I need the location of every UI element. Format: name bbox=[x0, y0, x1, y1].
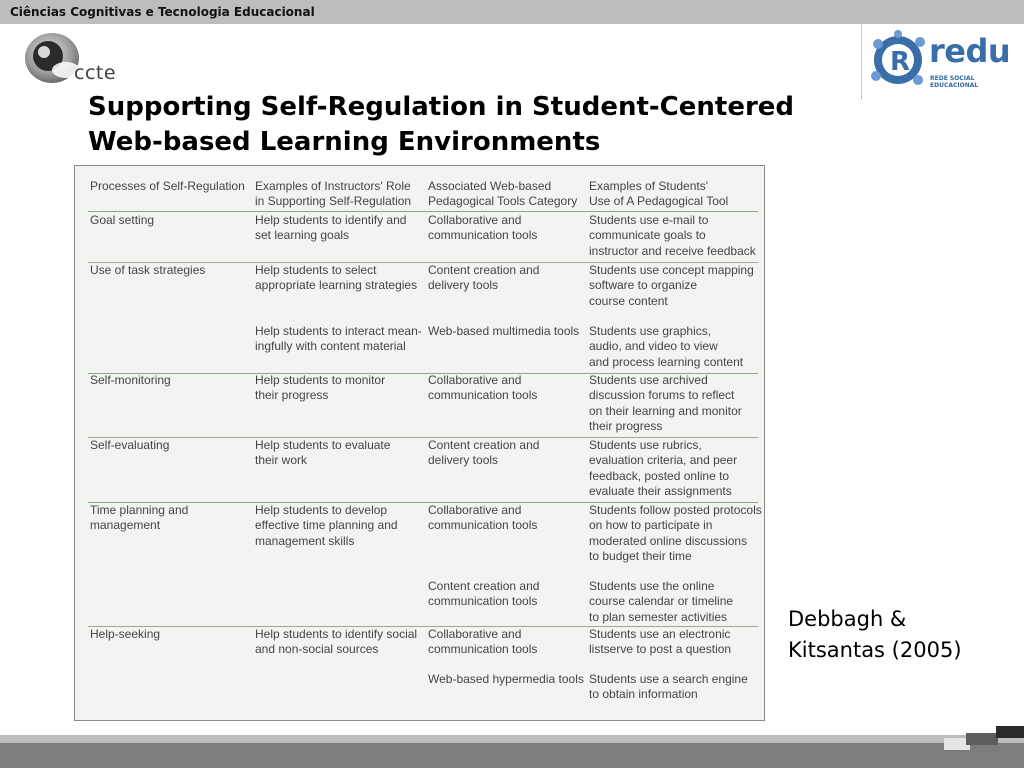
footer-band bbox=[0, 743, 1024, 768]
citation bbox=[788, 604, 962, 666]
slide-title-line: Web-based Learning Environments bbox=[88, 127, 601, 157]
table-cell-line: communication tools bbox=[428, 388, 538, 403]
table-cell-line: communication tools bbox=[428, 594, 538, 609]
table-cell-line: Students follow posted protocols bbox=[589, 503, 762, 517]
table-cell-line: Collaborative and bbox=[428, 373, 522, 387]
table-cell-line: their work bbox=[255, 453, 308, 468]
table-cell-line: Students use graphics, bbox=[589, 324, 712, 338]
table-cell-line: Self-evaluating bbox=[90, 438, 170, 452]
table-cell-line: communicate goals to bbox=[589, 228, 706, 243]
table-cell-line: Students use rubrics, bbox=[589, 438, 702, 452]
table-cell-line: Students use an electronic bbox=[589, 627, 731, 641]
table-cell-line: Web-based hypermedia tools bbox=[428, 672, 584, 686]
table-cell-line: Help students to evaluate bbox=[255, 438, 391, 452]
table-cell-line: and non-social sources bbox=[255, 642, 379, 657]
table-cell-line: Processes of Self-Regulation bbox=[90, 179, 245, 193]
table-cell-line: communication tools bbox=[428, 518, 538, 533]
footer-accent bbox=[966, 733, 998, 745]
table-row-divider bbox=[88, 211, 758, 212]
self-regulation-table bbox=[74, 165, 765, 721]
table-cell-line: software to organize bbox=[589, 278, 698, 293]
table-cell-line: Help students to identify social bbox=[255, 627, 418, 641]
table-cell-line: Examples of Instructors' Role bbox=[255, 179, 411, 193]
table-cell-line: Help students to monitor bbox=[255, 373, 386, 387]
table-cell-line: and process learning content bbox=[589, 354, 744, 369]
ccte-logo-text: ccte bbox=[74, 62, 117, 84]
table-cell-line: their progress bbox=[589, 418, 663, 433]
table-cell-line: listserve to post a question bbox=[589, 642, 732, 657]
table-cell-line: their progress bbox=[255, 388, 329, 403]
table-cell-line: Collaborative and bbox=[428, 213, 522, 227]
table-cell-line: to budget their time bbox=[589, 548, 692, 563]
table-cell-line: moderated online discussions bbox=[589, 533, 748, 548]
top-banner bbox=[0, 0, 1024, 24]
table-cell-line: delivery tools bbox=[428, 278, 499, 293]
table-cell-line: communication tools bbox=[428, 228, 538, 243]
table-cell-line: appropriate learning strategies bbox=[255, 278, 418, 293]
table-cell-line: course calendar or timeline bbox=[589, 594, 734, 609]
header-divider bbox=[861, 24, 862, 100]
table-cell-line: management skills bbox=[255, 533, 355, 548]
citation-line: Kitsantas (2005) bbox=[788, 638, 962, 662]
course-title: Ciências Cognitivas e Tecnologia Educacional bbox=[10, 5, 315, 19]
table-cell-line: effective time planning and bbox=[255, 518, 398, 533]
table-cell-line: Students use e-mail to bbox=[589, 213, 709, 227]
table-cell-line: Help students to identify and bbox=[255, 213, 407, 227]
table-cell-line: Students use the online bbox=[589, 579, 715, 593]
table-cell-line: evaluation criteria, and peer bbox=[589, 453, 738, 468]
table-cell-line: Examples of Students' bbox=[589, 179, 709, 193]
table-cell-line: Pedagogical Tools Category bbox=[428, 194, 578, 209]
footer-accent bbox=[996, 726, 1024, 738]
table-cell-line: Help-seeking bbox=[90, 627, 161, 641]
redu-logo-subtitle: REDE SOCIAL EDUCACIONAL bbox=[930, 75, 979, 89]
table-cell-line: Help students to select bbox=[255, 263, 377, 277]
table-cell-line: Collaborative and bbox=[428, 503, 522, 517]
table-cell-line: audio, and video to view bbox=[589, 339, 718, 354]
table-cell-line: management bbox=[90, 518, 161, 533]
table-cell-line: on how to participate in bbox=[589, 518, 713, 533]
table-cell-line: Goal setting bbox=[90, 213, 155, 227]
table-cell-line: Self-monitoring bbox=[90, 373, 171, 387]
table-cell-line: Students use concept mapping bbox=[589, 263, 754, 277]
table-cell-line: Help students to interact mean- bbox=[255, 324, 422, 338]
table-cell-line: in Supporting Self-Regulation bbox=[255, 194, 412, 209]
table-cell-line: evaluate their assignments bbox=[589, 483, 732, 498]
table-cell-line: Associated Web-based bbox=[428, 179, 552, 193]
table-cell-line: Content creation and bbox=[428, 579, 540, 593]
slide-title bbox=[88, 90, 868, 160]
table-cell-line: discussion forums to reflect bbox=[589, 388, 735, 403]
table-cell-line: to plan semester activities bbox=[589, 609, 728, 624]
table-cell-line: Help students to develop bbox=[255, 503, 388, 517]
table-cell-line: Time planning and bbox=[90, 503, 189, 517]
table-cell-line: delivery tools bbox=[428, 453, 499, 468]
table-cell-line: Students use a search engine bbox=[589, 672, 748, 686]
table-cell-line: set learning goals bbox=[255, 228, 350, 243]
table-cell-line: Collaborative and bbox=[428, 627, 522, 641]
table-cell-line: Use of A Pedagogical Tool bbox=[589, 194, 729, 209]
slide-title-line: Supporting Self-Regulation in Student-Centered bbox=[88, 92, 795, 122]
table-cell-line: ingfully with content material bbox=[255, 339, 406, 354]
table-cell-line: course content bbox=[589, 293, 668, 308]
table-cell-line: on their learning and monitor bbox=[589, 403, 742, 418]
table-cell-line: communication tools bbox=[428, 642, 538, 657]
table-cell-line: Students use archived bbox=[589, 373, 708, 387]
footer-band bbox=[0, 735, 1024, 743]
redu-logo-text: redu bbox=[929, 32, 1011, 70]
table-cell-line: instructor and receive feedback bbox=[589, 243, 756, 258]
citation-line: Debbagh & bbox=[788, 607, 907, 631]
table-cell-line: Content creation and bbox=[428, 438, 540, 452]
table-cell-line: Web-based multimedia tools bbox=[428, 324, 580, 338]
table-cell-line: Content creation and bbox=[428, 263, 540, 277]
table-cell-line: to obtain information bbox=[589, 687, 698, 702]
svg-text:R: R bbox=[890, 47, 911, 77]
table-cell-line: feedback, posted online to bbox=[589, 468, 730, 483]
table-cell-line: Use of task strategies bbox=[90, 263, 206, 277]
